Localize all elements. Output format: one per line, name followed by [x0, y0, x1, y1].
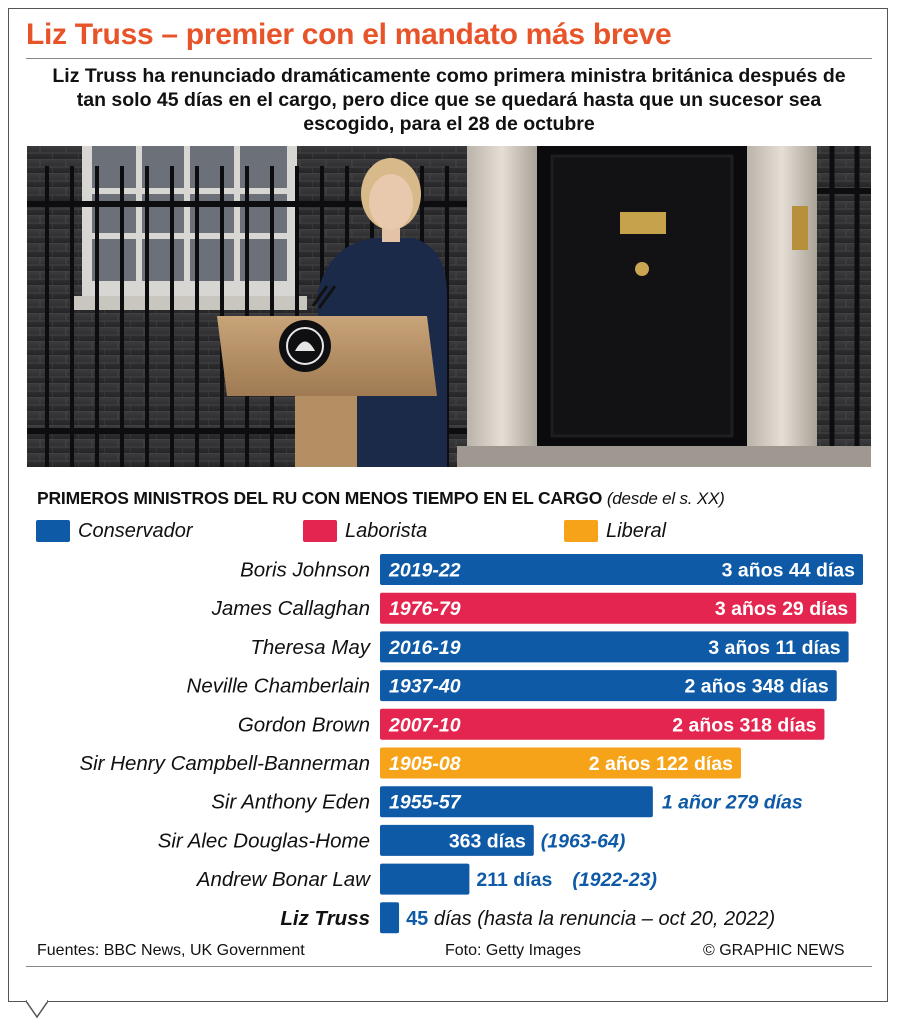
footer-divider [26, 966, 872, 967]
legend-swatch-labour [303, 520, 337, 542]
bar-years-neville-chamberlain: 1937-40 [389, 675, 461, 698]
bar-years-andrew-bonar-law: (1922-23) [572, 869, 657, 892]
legend-conservative [36, 518, 193, 544]
bar-duration-neville-chamberlain: 2 años 348 días [684, 675, 829, 698]
pm-name-gordon-brown: Gordon Brown [237, 713, 370, 737]
legend-label-labour: Laborista [345, 519, 428, 542]
bar-years-theresa-may: 2016-19 [389, 636, 461, 659]
bar-duration-note: días (hasta la renuncia – oct 20, 2022) [428, 907, 776, 930]
bar-years-boris-johnson: 2019-22 [389, 559, 461, 582]
bar-years-gordon-brown: 2007-10 [389, 714, 461, 737]
chart-title-main: PRIMEROS MINISTROS DEL RU CON MENOS TIEMPO EN EL CARGO [37, 488, 603, 508]
bar-duration-andrew-bonar-law: 211 días [476, 869, 553, 892]
chart-title [37, 488, 725, 509]
bar-liz-truss [380, 902, 399, 933]
bar-years-sir-henry-campbell-bannerman: 1905-08 [389, 753, 461, 775]
pm-name-sir-alec-douglas-home: Sir Alec Douglas-Home [157, 829, 370, 853]
bar-duration-sir-henry-campbell-bannerman: 2 años 122 días [588, 753, 733, 775]
bar-years-james-callaghan: 1976-79 [389, 598, 461, 621]
chart-title-subtitle: (desde el s. XX) [606, 489, 725, 508]
legend-labour [303, 518, 427, 544]
legend-swatch-liberal [564, 520, 598, 542]
bar-duration-theresa-may: 3 años 11 días [708, 636, 841, 659]
legend-label-liberal: Liberal [606, 519, 667, 542]
pm-name-liz-truss: Liz Truss [280, 906, 370, 930]
page-title: Liz Truss – premier con el mandato más breve [26, 18, 672, 51]
pm-name-sir-anthony-eden: Sir Anthony Eden [211, 790, 370, 814]
legend-liberal [564, 518, 666, 544]
bar-duration-value: 45 [406, 907, 429, 930]
legend-label-conservative: Conservador [78, 519, 193, 542]
pm-name-neville-chamberlain: Neville Chamberlain [186, 674, 370, 698]
pm-name-andrew-bonar-law: Andrew Bonar Law [196, 868, 370, 892]
bar-years-sir-alec-douglas-home: (1963-64) [540, 830, 626, 853]
bar-duration-gordon-brown: 2 años 318 días [672, 714, 817, 737]
pm-name-theresa-may: Theresa May [250, 635, 370, 659]
subtitle: Liz Truss ha renunciado dramáticamente como primera ministra británica después de tan solo 45 días en el cargo, pero dice que se quedará hasta que un sucesor sea escogido, para el 28 de octubre [52, 65, 846, 135]
sources-credit: Fuentes: BBC News, UK Government [37, 942, 305, 959]
bar-years-sir-anthony-eden: 1955-57 [389, 791, 461, 814]
legend-swatch-conservative [36, 520, 70, 542]
pm-name-boris-johnson: Boris Johnson [240, 558, 370, 582]
bar-duration-boris-johnson: 3 años 44 días [721, 559, 855, 582]
bar-chart [0, 548, 898, 940]
photo-credit: Foto: Getty Images [445, 942, 582, 959]
callout-tail [26, 999, 48, 1021]
bar-duration-sir-alec-douglas-home: 363 días [448, 830, 526, 853]
bar-duration-liz-truss [406, 908, 775, 930]
publisher-credit: © GRAPHIC NEWS [703, 942, 845, 959]
title-divider [26, 58, 872, 59]
downing-street-photo [27, 146, 871, 467]
bar-duration-james-callaghan: 3 años 29 días [714, 598, 849, 621]
bar-andrew-bonar-law [380, 864, 469, 895]
pm-name-james-callaghan: James Callaghan [211, 597, 370, 621]
bar-duration-sir-anthony-eden: 1 añor 279 días [661, 791, 803, 814]
pm-name-sir-henry-campbell-bannerman: Sir Henry Campbell-Bannerman [79, 752, 370, 775]
